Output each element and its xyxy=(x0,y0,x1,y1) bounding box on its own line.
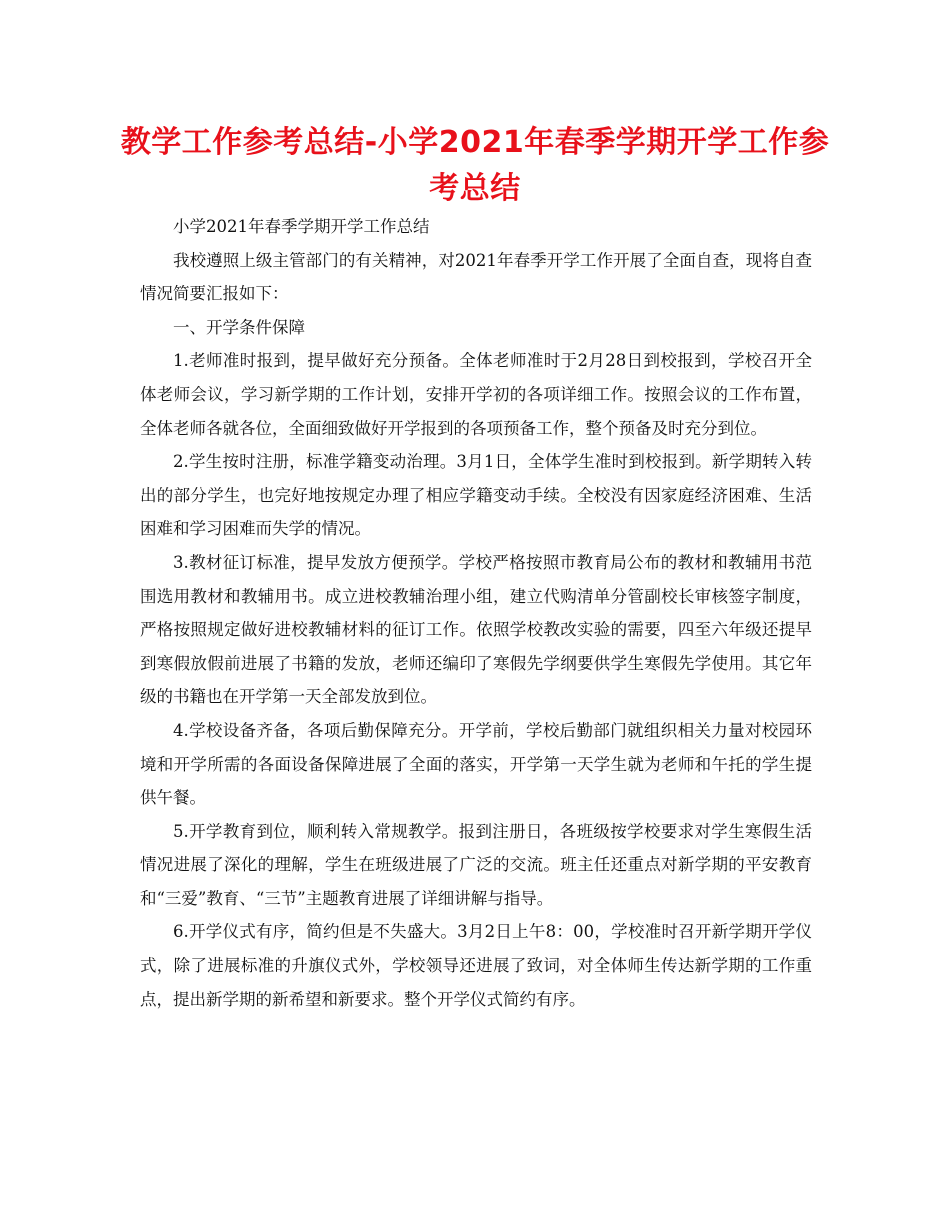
document-title: 教学工作参考总结-小学2021年春季学期开学工作参考总结 xyxy=(120,125,830,206)
section-heading: 一、开学条件保障 xyxy=(173,317,305,337)
paragraph-item-1: 1.老师准时报到，提早做好充分预备。全体老师准时于2月28日到校报到，学校召开全体老师会议，学习新学期的工作计划，安排开学初的各项详细工作。按照会议的工作布置，全体老师各就各位，全面细致做好开学报到的各项预备工作，整个预备及时充分到位。 xyxy=(140,351,812,438)
paragraph-item-6: 6.开学仪式有序，简约但是不失盛大。3月2日上午8：00，学校准时召开新学期开学仪式，除了进展标准的升旗仪式外，学校领导还进展了致词，对全体师生传达新学期的工作重点，提出新学期的新希望和新要求。整个开学仪式简约有序。 xyxy=(140,922,812,1009)
paragraph-item-2: 2.学生按时注册，标准学籍变动治理。3月1日，全体学生准时到校报到。新学期转入转出的部分学生，也完好地按规定办理了相应学籍变动手续。全校没有因家庭经济困难、生活困难和学习困难而失学的情况。 xyxy=(140,452,812,539)
paragraph-intro: 我校遵照上级主管部门的有关精神，对2021年春季开学工作开展了全面自查，现将自查情况简要汇报如下： xyxy=(140,250,812,304)
paragraph-subtitle: 小学2021年春季学期开学工作总结 xyxy=(173,217,430,236)
paragraph-item-5: 5.开学教育到位，顺利转入常规教学。报到注册日，各班级按学校要求对学生寒假生活情况进展了深化的理解，学生在班级进展了广泛的交流。班主任还重点对新学期的平安教育和“三爱”教育、“三节”主题教育进展了详细讲解与指导。 xyxy=(140,821,812,908)
document-body xyxy=(140,210,812,1016)
paragraph-item-4: 4.学校设备齐备，各项后勤保障充分。开学前，学校后勤部门就组织相关力量对校园环境和开学所需的各面设备保障进展了全面的落实，开学第一天学生就为老师和午托的学生提供午餐。 xyxy=(140,720,812,808)
paragraph-item-3: 3.教材征订标准，提早发放方便预学。学校严格按照市教育局公布的教材和教辅用书范围选用教材和教辅用书。成立进校教辅治理小组，建立代购清单分管副校长审核签字制度，严格按照规定做好进校教辅材料的征订工作。依照学校教改实验的需要，四至六年级还提早到寒假放假前进展了书籍的发放，老师还编印了寒假先学纲要供学生寒假先学使用。其它年级的书籍也在开学第一天全部发放到位。 xyxy=(140,552,812,707)
